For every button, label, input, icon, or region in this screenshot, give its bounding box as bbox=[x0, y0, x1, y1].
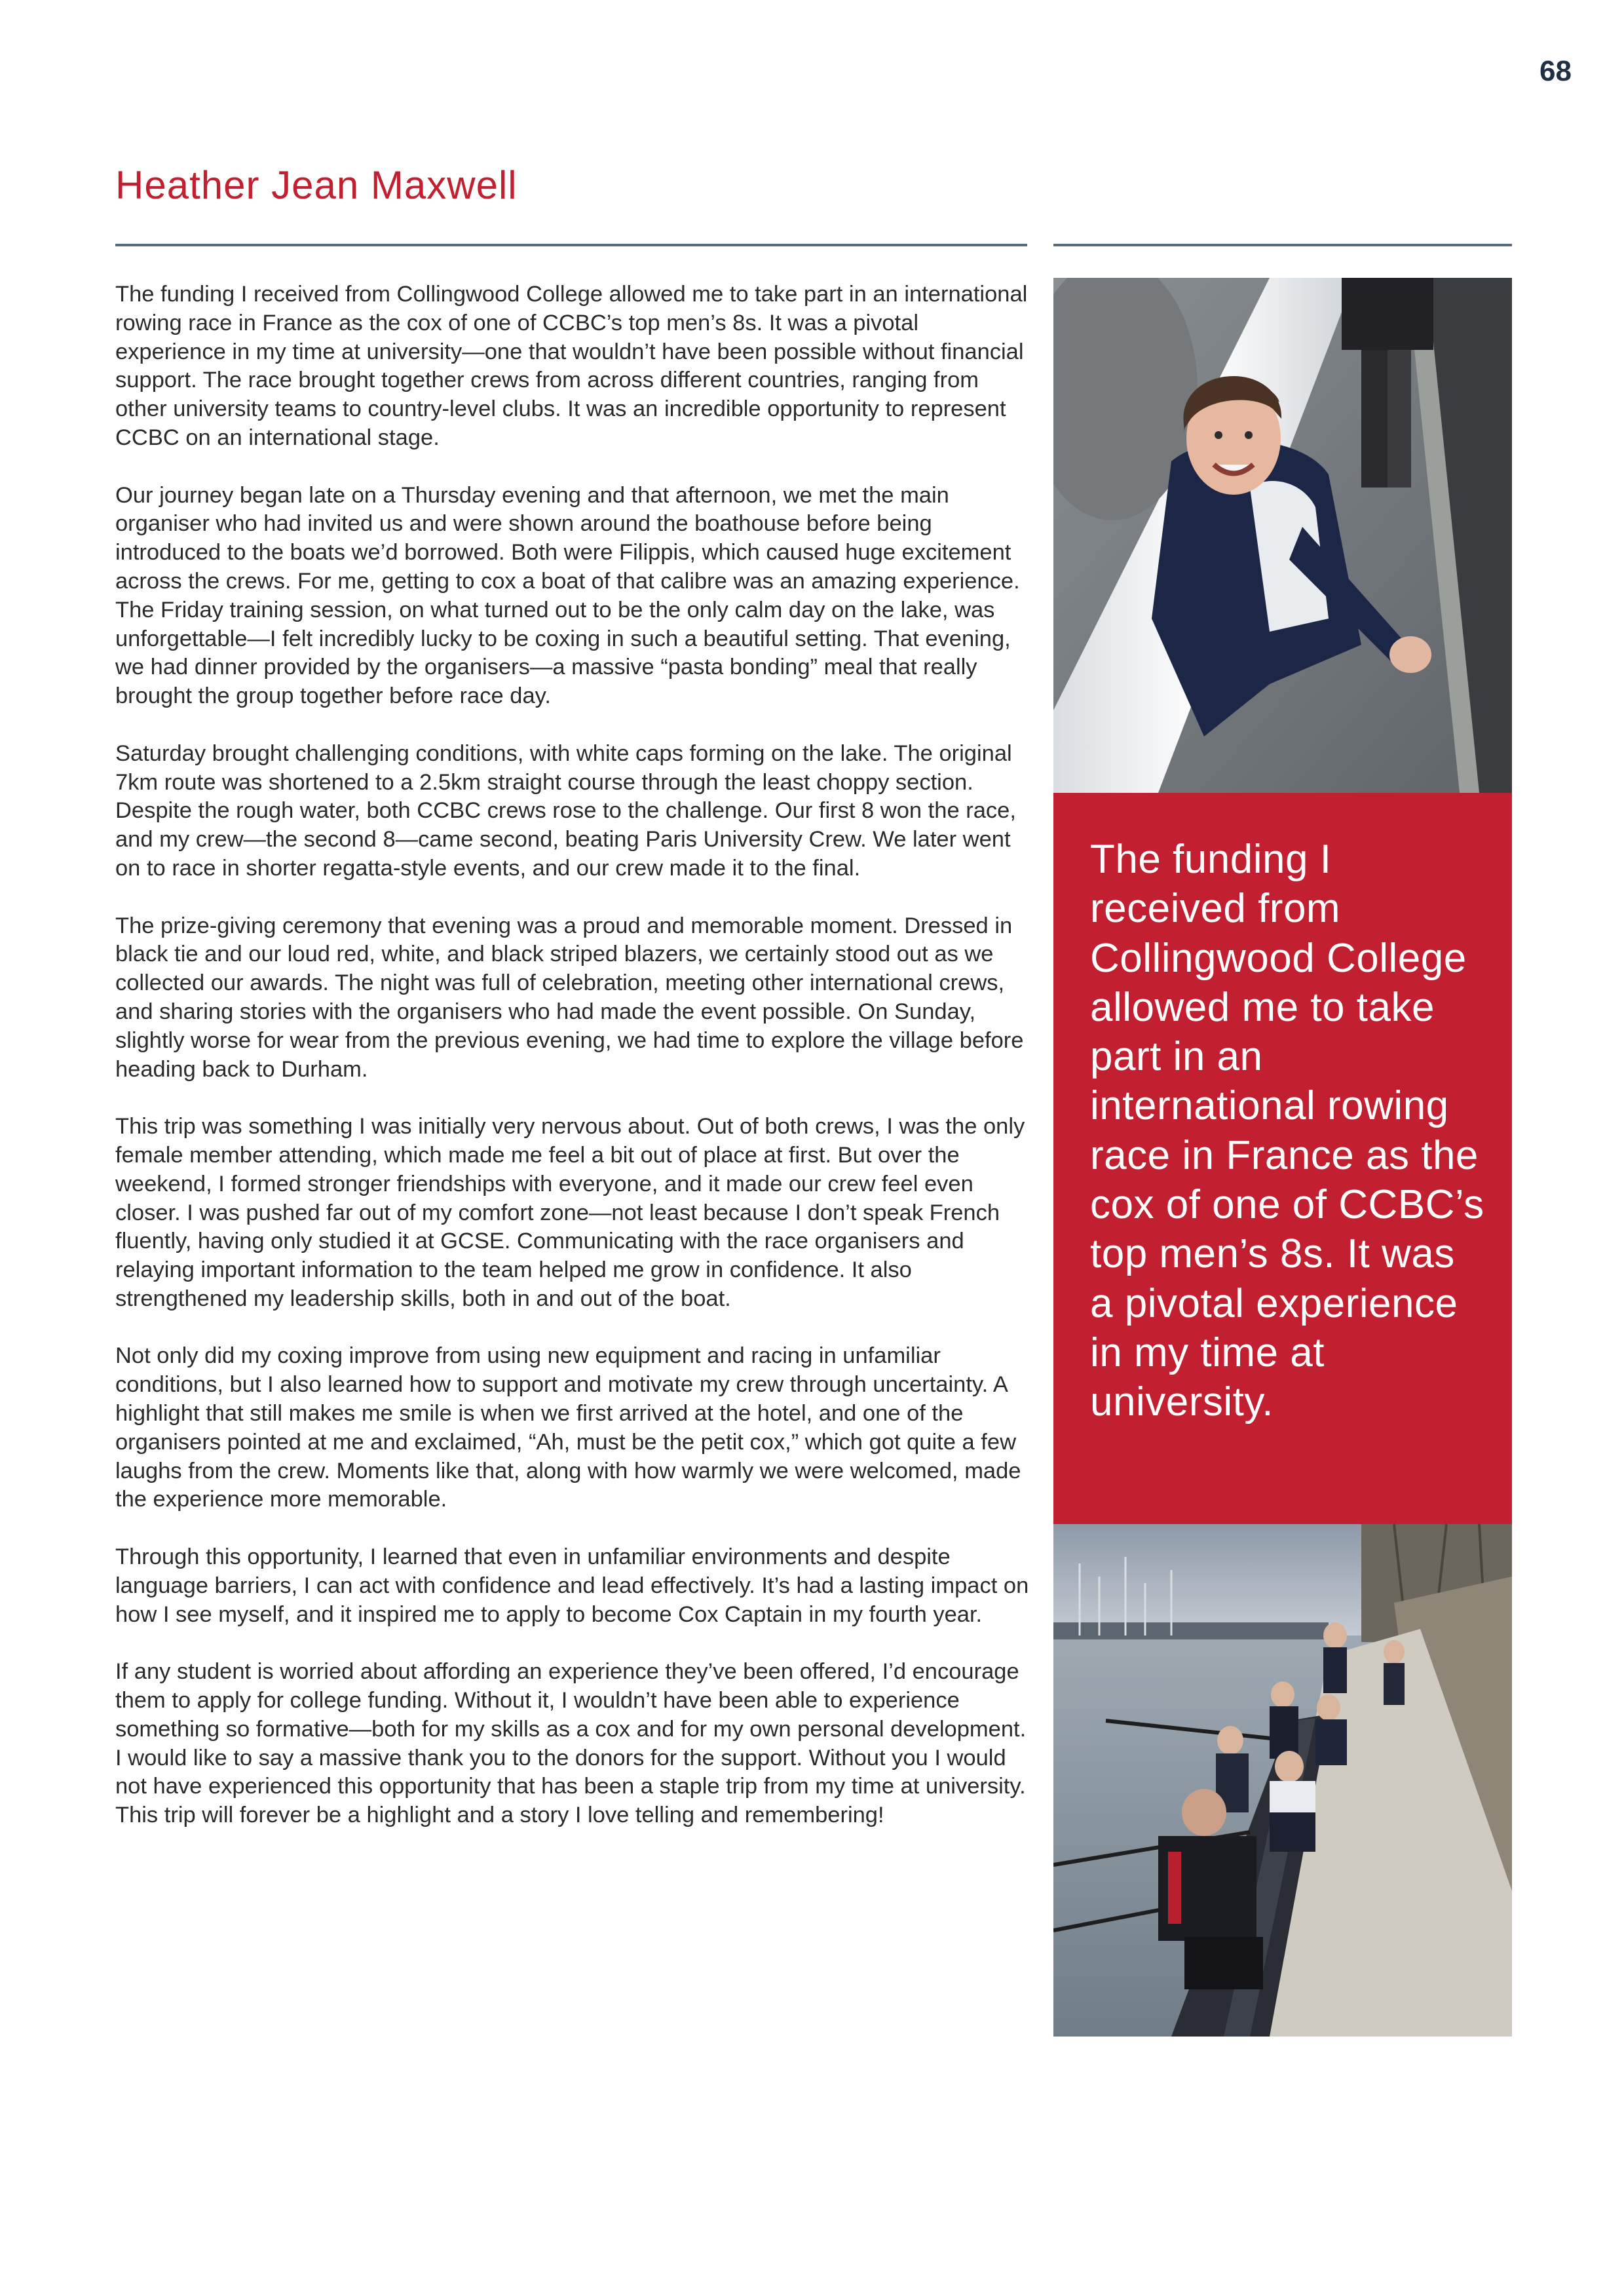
title-rule bbox=[115, 244, 1027, 246]
paragraph: If any student is worried about affording an experience they’ve been offered, I’d encourage them to apply for college funding. Without it, I wouldn’t have been able to experience something so formative—both for my skills as a cox and for my own personal development. I would like to say a massive thank you to the donors for the support. Without you I would not have experienced this opportunity that has been a staple trip from my time at university. This trip will forever be a highlight and a story I love telling and remembering! bbox=[115, 1659, 1027, 1828]
crew-lakeside-photo bbox=[1053, 1524, 1512, 2037]
paragraph: The funding I received from Collingwood College allowed me to take part in an international rowing race in France as the cox of one of CCBC’s top men’s 8s. It was a pivotal experience in my time at university—one that wouldn’t have been possible without financial support. The race brought together crews from across different countries, ranging from other university teams to country-level clubs. It was an incredible opportunity to represent CCBC on an international stage. bbox=[115, 282, 1028, 450]
paragraph: The prize-giving ceremony that evening was a proud and memorable moment. Dressed in black tie and our loud red, white, and black striped blazers, we certainly stood out as we collected our awards. The night was full of celebration, meeting other international crews, and sharing stories with the organisers who had made the event possible. On Sunday, slightly worse for wear from the previous evening, we had time to explore the village before heading back to Durham. bbox=[115, 913, 1024, 1082]
page-title: Heather Jean Maxwell bbox=[115, 163, 518, 207]
paragraph: Through this opportunity, I learned that even in unfamiliar environments and despite language barriers, I can act with confidence and lead effectively. It’s had a lasting impact on how I see myself, and it inspired me to apply to become Cox Captain in my fourth year. bbox=[115, 1544, 1029, 1627]
paragraph: Not only did my coxing improve from using new equipment and racing in unfamiliar conditions, but I also learned how to support and motivate my crew through uncertainty. A highlight that still makes me smile is when we first arrived at the hotel, and one of the organisers pointed at me and exclaimed, “Ah, must be the petit cox,” which got quite a few laughs from the crew. Moments like that, along with how warmly we were welcomed, made the experience more memorable. bbox=[115, 1343, 1021, 1512]
pull-quote-box bbox=[1053, 793, 1512, 1524]
paragraph: Saturday brought challenging conditions, with white caps forming on the lake. The original 7km route was shortened to a 2.5km straight course through the least choppy section. Despite the rough water, both CCBC crews rose to the challenge. Our first 8 won the race, and my crew—the second 8—came second, beating Paris University Crew. We later went on to race in shorter regatta-style events, and our crew made it to the final. bbox=[115, 740, 1016, 881]
paragraph: Our journey began late on a Thursday evening and that afternoon, we met the main organiser who had invited us and were shown around the boathouse before being introduced to the boats we’d borrowed. Both were Filippis, which caused huge excitement across the crews. For me, getting to cox a boat of that calibre was an amazing experience. The Friday training session, on what turned out to be the only calm day on the lake, was unforgettable—I felt incredibly lucky to be coxing in such a beautiful setting. That evening, we had dinner provided by the organisers—a massive “pasta bonding” meal that really brought the group together before race day. bbox=[115, 482, 1020, 709]
sidebar-rule bbox=[1053, 244, 1512, 246]
article-body bbox=[115, 280, 1032, 1859]
paragraph: This trip was something I was initially very nervous about. Out of both crews, I was the only female member attending, which made me feel a bit out of place at first. But over the weekend, I formed stronger friendships with everyone, and it made our crew feel even closer. I was pushed far out of my comfort zone—not least because I don’t speak French fluently, having only studied it at GCSE. Communicating with the race organisers and relaying important information to the team helped me grow in confidence. It also strengthened my leadership skills, both in and out of the boat. bbox=[115, 1114, 1025, 1311]
page-number: 68 bbox=[1539, 55, 1572, 87]
cox-selfie-photo bbox=[1053, 278, 1512, 793]
pull-quote: The funding I received from Collingwood College allowed me to take part in an international rowing race in France as the cox of one of CCBC’s top men’s 8s. It was a pivotal experience in my time at university. bbox=[1090, 837, 1484, 1425]
